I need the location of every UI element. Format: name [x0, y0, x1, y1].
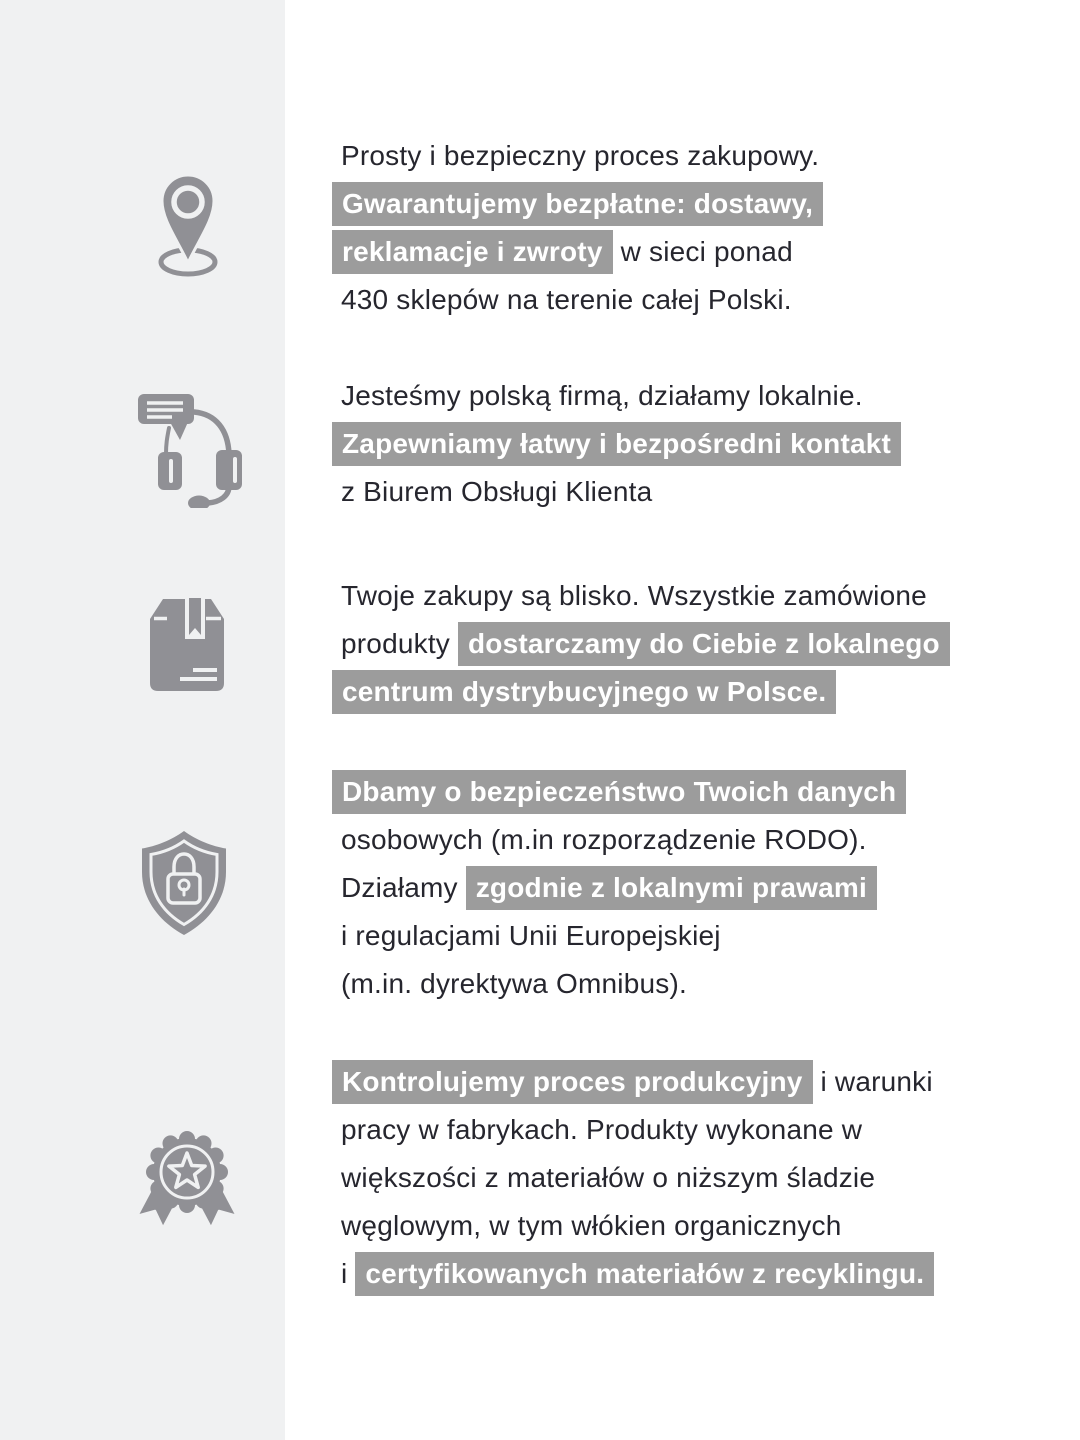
highlight-segment: zgodnie z lokalnymi prawami: [466, 866, 877, 910]
headset-chat-icon: [136, 390, 246, 513]
text-line: [332, 468, 1052, 516]
highlight-segment: Gwarantujemy bezpłatne: dostawy,: [332, 182, 823, 226]
benefit-data-security: [332, 768, 1052, 1008]
text-line: [332, 1058, 1052, 1106]
shield-lock-icon: [138, 828, 230, 938]
highlight-segment: Kontrolujemy proces produkcyjny: [332, 1060, 813, 1104]
highlight-segment: dostarczamy do Ciebie z lokalnego: [458, 622, 950, 666]
text-line: [332, 228, 1052, 276]
text-segment: z Biurem Obsługi Klienta: [341, 476, 653, 507]
award-ribbon-icon: [135, 1120, 239, 1236]
text-segment: i: [341, 1258, 356, 1289]
text-line: [332, 572, 1052, 620]
text-line: [332, 864, 1052, 912]
text-line: [332, 1250, 1052, 1298]
text-line: [332, 668, 1052, 716]
icon-sidebar: [0, 0, 285, 1440]
text-line: [332, 768, 1052, 816]
text-segment: i regulacjami Unii Europejskiej: [341, 920, 721, 951]
text-line: [332, 276, 1052, 324]
highlight-segment: certyfikowanych materiałów z recyklingu.: [355, 1252, 934, 1296]
text-segment: 430 sklepów na terenie całej Polski.: [341, 284, 792, 315]
benefit-local-delivery: [332, 572, 1052, 716]
highlight-segment: Dbamy o bezpieczeństwo Twoich danych: [332, 770, 906, 814]
text-segment: produkty: [341, 628, 458, 659]
text-segment: pracy w fabrykach. Produkty wykonane w: [341, 1114, 863, 1145]
text-segment: węglowym, w tym włókien organicznych: [341, 1210, 842, 1241]
text-line: [332, 1106, 1052, 1154]
benefit-customer-service: [332, 372, 1052, 516]
package-icon: [150, 597, 224, 691]
location-pin-icon: [156, 173, 220, 277]
shield-lock-icon: [138, 828, 230, 943]
text-line: [332, 912, 1052, 960]
highlight-segment: Zapewniamy łatwy i bezpośredni kontakt: [332, 422, 901, 466]
text-line: [332, 1154, 1052, 1202]
text-line: [332, 132, 1052, 180]
text-line: [332, 960, 1052, 1008]
package-icon: [150, 597, 224, 696]
text-segment: Twoje zakupy są blisko. Wszystkie zamówione: [341, 580, 927, 611]
text-line: [332, 816, 1052, 864]
text-segment: osobowych (m.in rozporządzenie RODO).: [341, 824, 867, 855]
benefit-production-quality: [332, 1058, 1052, 1298]
text-line: [332, 420, 1052, 468]
text-line: [332, 372, 1052, 420]
location-pin-icon: [156, 173, 220, 282]
text-segment: Prosty i bezpieczny proces zakupowy.: [341, 140, 820, 171]
highlight-segment: centrum dystrybucyjnego w Polsce.: [332, 670, 836, 714]
text-line: [332, 1202, 1052, 1250]
headset-chat-icon: [136, 390, 246, 508]
text-segment: (m.in. dyrektywa Omnibus).: [341, 968, 687, 999]
text-line: [332, 620, 1052, 668]
text-segment: Jesteśmy polską firmą, działamy lokalnie.: [341, 380, 863, 411]
text-segment: większości z materiałów o niższym śladzie: [341, 1162, 876, 1193]
text-segment: i warunki: [812, 1066, 933, 1097]
text-segment: Działamy: [341, 872, 466, 903]
text-segment: w sieci ponad: [612, 236, 793, 267]
award-ribbon-icon: [135, 1120, 239, 1241]
highlight-segment: reklamacje i zwroty: [332, 230, 613, 274]
text-line: [332, 180, 1052, 228]
benefit-shopping-process: [332, 132, 1052, 324]
